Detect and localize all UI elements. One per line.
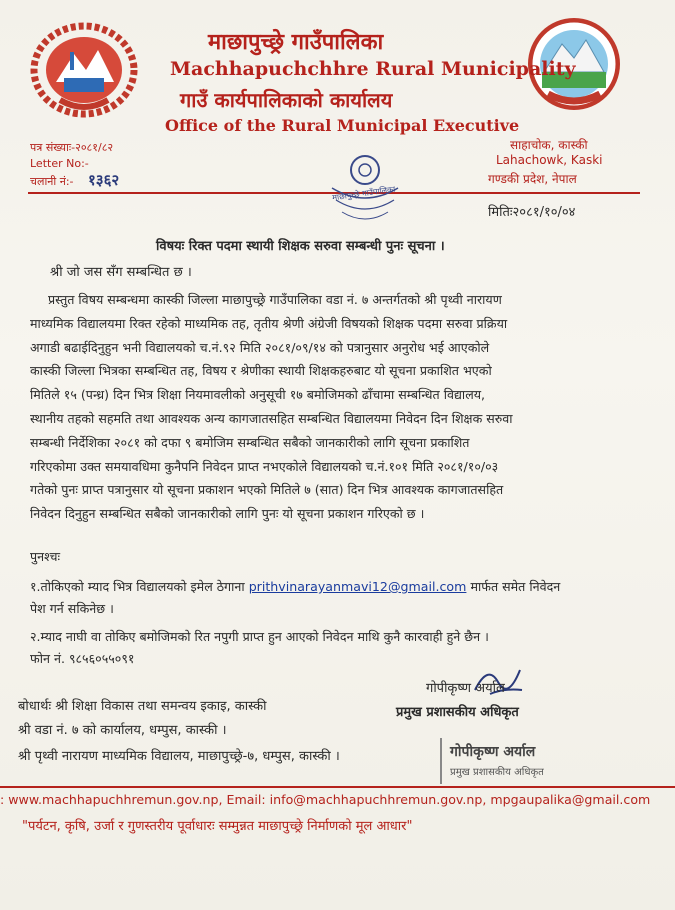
cc-line-2: श्री वडा नं. ७ को कार्यालय, धम्पुस, कास्की । [18, 723, 227, 738]
paragraph-line: स्थानीय तहको सहमति तथा आवश्यक अन्य कागजातसहित सम्बन्धित विद्यालयमा निवेदन दिन शिक्षक सरुवा [30, 410, 513, 426]
letter-date: मितिः२०८१/१०/०४ [488, 205, 576, 220]
office-name-np: गाउँ कार्यपालिकाको कार्यालय [180, 88, 393, 112]
salutation: श्री जो जस सँग सम्बन्धित छ । [50, 265, 192, 280]
paragraph-line: निवेदन दिनुहुन सम्बन्धित सबैको जानकारीको लागि पुनः यो सूचना प्रकाशन गरिएको छ । [30, 506, 425, 522]
address-en: Lahachowk, Kaski [496, 153, 603, 167]
footer-divider [0, 786, 675, 788]
paragraph-line: मितिले १५ (पन्ध्र) दिन भित्र शिक्षा नियमावलीको अनुसूची १७ बमोजिमको ढाँचामा सम्बन्धित विद्यालय, [30, 387, 486, 403]
paragraph-line: प्रस्तुत विषय सम्बन्धमा कास्की जिल्ला माछापुच्छ्रे गाउँपालिका वडा नं. ७ अन्तर्गतको श्री पृथ्वी नारायण [48, 292, 502, 307]
office-name-en: Office of the Rural Municipal Executive [165, 116, 520, 135]
nepal-emblem-icon [30, 22, 138, 118]
signature-stamp [440, 738, 612, 784]
note-1 [30, 578, 560, 595]
stamp-designation: प्रमुख प्रशासकीय अधिकृत [450, 767, 544, 778]
paragraph-line: सम्बन्धी निर्देशिका २०८१ को दफा ९ बमोजिम सम्बन्धित सबैको जानकारीको लागि सूचना प्रकाशित [30, 434, 470, 450]
paragraph-line: गरिएकोमा उक्त समयावधिमा कुनैपनि निवेदन प्राप्त नभएकोले विद्यालयको च.नं.१०१ मिति २०८१/१०/०३ [30, 458, 499, 474]
school-email-link[interactable]: prithvinarayanmavi12@gmail.com [248, 579, 467, 594]
letter-no-label: Letter No:- [30, 157, 89, 170]
municipality-name-np: माछापुच्छ्रे गाउँपालिका [208, 30, 384, 55]
note-1-prefix: १.तोकिएको म्याद भित्र विद्यालयको इमेल ठेगाना [30, 579, 245, 594]
seal-text: माछापुच्छ्रे गाउँपालिका [331, 184, 396, 203]
paragraph-line: कास्की जिल्ला भित्रका सम्बन्धित तह, विषय र श्रेणीका स्थायी शिक्षकहरुबाट यो सूचना प्रकाशित भएको [30, 363, 492, 379]
chalani-label: चलानी नं:- [30, 175, 74, 188]
note-1-suffix: मार्फत समेत निवेदन [470, 579, 561, 594]
phone-number: फोन नं. ९८५६०५५०९१ [30, 651, 135, 666]
main-paragraph [30, 288, 645, 526]
footer-slogan: "पर्यटन, कृषि, उर्जा र गुणस्तरीय पूर्वाधारः सम्मुन्नत माछापुच्छ्रे निर्माणको मूल आधार" [22, 819, 413, 834]
address-province: गण्डकी प्रदेश, नेपाल [488, 172, 577, 186]
address-np: साहाचोक, कास्की [510, 138, 588, 152]
paragraph-line: गतेको पुनः प्राप्त पत्रानुसार यो सूचना प्रकाशन भएको मितिले ७ (सात) दिन भित्र आवश्यक कागजातसहित [30, 482, 504, 498]
cc-line-1: बोधार्थः श्री शिक्षा विकास तथा समन्वय इकाइ, कास्की [18, 699, 267, 714]
punashcha-label: पुनश्चः [30, 549, 61, 564]
paragraph-line: अगाडी बढाईदिनुहुन भनी विद्यालयको च.नं.९२ मिति २०८१/०९/१४ को पत्रानुसार अनुरोध भई आएकोले [30, 339, 490, 355]
stamp-name: गोपीकृष्ण अर्याल [450, 744, 536, 760]
footer-contact: : www.machhapuchhremun.gov.np, Email: info@machhapuchhremun.gov.np, mpgaupalika@gmail.com [0, 792, 651, 807]
cc-line-3: श्री पृथ्वी नारायण माध्यमिक विद्यालय, माछापुच्छ्रे-७, धम्पुस, कास्की । [18, 749, 340, 764]
municipality-name-en: Machhapuchchhre Rural Municipality [170, 58, 576, 80]
signatory-name: गोपीकृष्ण अर्याल [426, 681, 505, 696]
signatory-designation: प्रमुख प्रशासकीय अधिकृत [396, 705, 519, 720]
chalani-value: १३६२ [88, 171, 120, 189]
patra-sankhya: पत्र संख्याः-२०८१/८२ [30, 141, 114, 154]
note-2: २.म्याद नाघी वा तोकिए बमोजिमको रित नपुगी प्राप्त हुन आएको निवेदन माथि कुनै कारवाही हुने छैन । [30, 629, 489, 644]
note-1-line-2: पेश गर्न सकिनेछ । [30, 601, 114, 616]
letter-subject: विषयः रिक्त पदमा स्थायी शिक्षक सरुवा सम्बन्धी पुनः सूचना । [156, 239, 445, 254]
paragraph-line: माध्यमिक विद्यालयमा रिक्त रहेको माध्यमिक तह, तृतीय श्रेणी अंग्रेजी विषयको शिक्षक पदमा सरुवा प्रक्रिया [30, 315, 508, 331]
